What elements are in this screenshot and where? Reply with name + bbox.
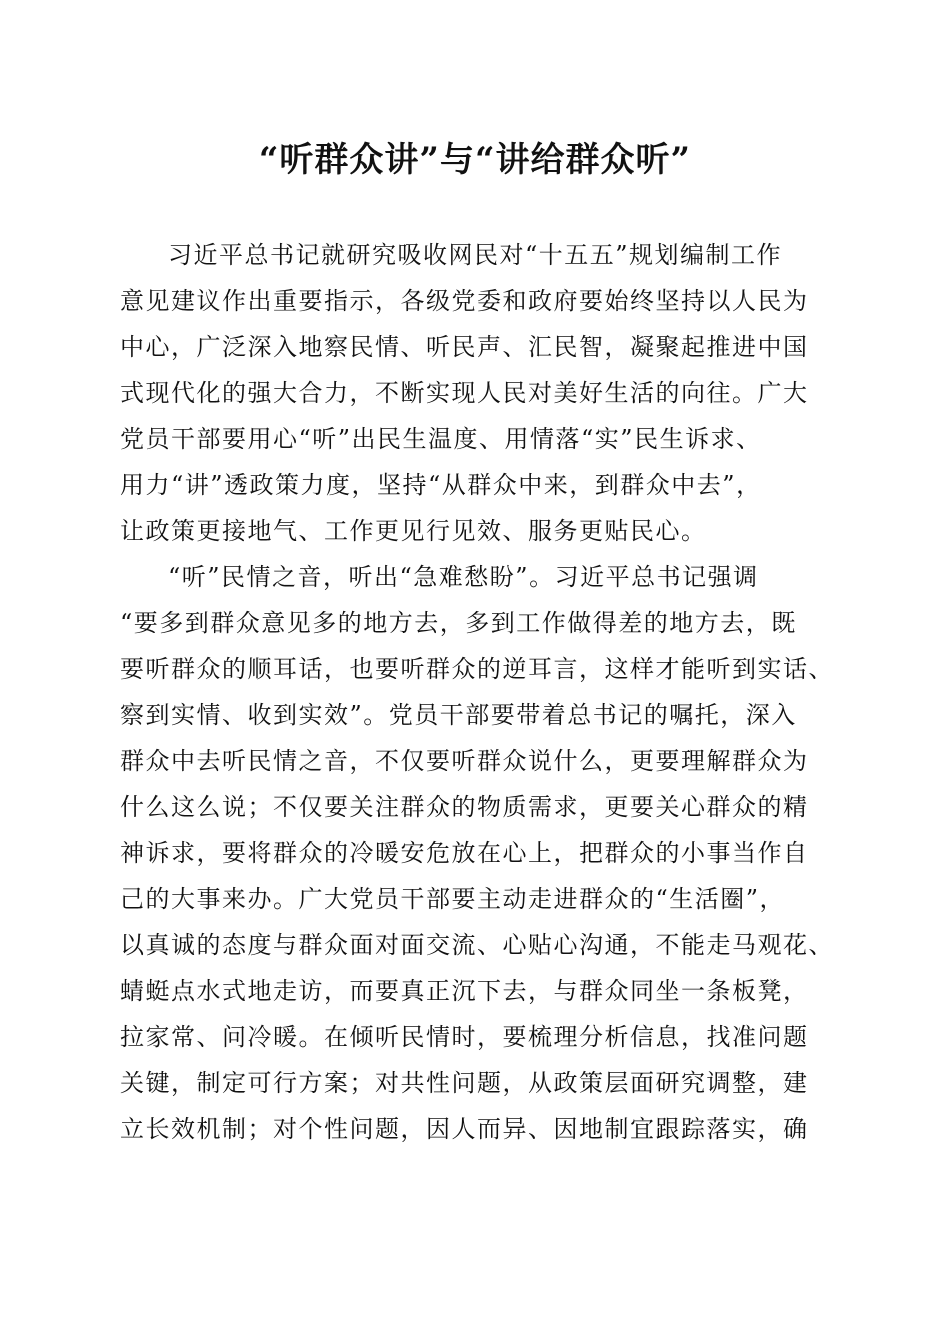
paragraph-1-line-4: 式现代化的强大合力，不断实现人民对美好生活的向往。广大 — [120, 379, 809, 407]
paragraph-2-line-7: 神诉求，要将群众的冷暖安危放在心上，把群众的小事当作自 — [120, 839, 809, 867]
paragraph-2-line-2: “要多到群众意见多的地方去，多到工作做得差的地方去，既 — [120, 609, 797, 637]
paragraph-1-line-3: 中心，广泛深入地察民情、听民声、汇民智，凝聚起推进中国 — [120, 333, 809, 361]
document-title: “听群众讲”与“讲给群众听” — [258, 140, 692, 180]
paragraph-2-line-12: 关键，制定可行方案；对共性问题，从政策层面研究调整，建 — [120, 1069, 809, 1097]
paragraph-2-line-5: 群众中去听民情之音，不仅要听群众说什么，更要理解群众为 — [120, 747, 809, 775]
paragraph-1-line-7: 让政策更接地气、工作更见行见效、服务更贴民心。 — [120, 517, 707, 545]
paragraph-2-line-4: 察到实情、收到实效”。党员干部要带着总书记的嘱托，深入 — [120, 701, 797, 729]
document-body — [120, 232, 840, 1152]
paragraph-1-line-6: 用力“讲”透政策力度，坚持“从群众中来，到群众中去”， — [120, 471, 762, 499]
paragraph-1-line-2: 意见建议作出重要指示，各级党委和政府要始终坚持以人民为 — [120, 287, 809, 315]
paragraph-2-line-3: 要听群众的顺耳话，也要听群众的逆耳言，这样才能听到实话、 — [120, 655, 834, 683]
paragraph-1-line-1: 习近平总书记就研究吸收网民对“十五五”规划编制工作 — [168, 241, 783, 269]
paragraph-2-line-8: 己的大事来办。广大党员干部要主动走进群众的“生活圈”， — [120, 885, 786, 913]
paragraph-2-line-6: 什么这么说；不仅要关注群众的物质需求，更要关心群众的精 — [120, 793, 809, 821]
paragraph-1-line-5: 党员干部要用心“听”出民生温度、用情落“实”民生诉求、 — [120, 425, 762, 453]
paragraph-2-line-9: 以真诚的态度与群众面对面交流、心贴心沟通，不能走马观花、 — [120, 931, 834, 959]
paragraph-2-line-13: 立长效机制；对个性问题，因人而异、因地制宜跟踪落实，确 — [120, 1115, 809, 1143]
paragraph-2-line-10: 蜻蜓点水式地走访，而要真正沉下去，与群众同坐一条板凳， — [120, 977, 809, 1005]
paragraph-2-line-11: 拉家常、问冷暖。在倾听民情时，要梳理分析信息，找准问题 — [120, 1023, 809, 1051]
paragraph-2-line-1: “听”民情之音，听出“急难愁盼”。习近平总书记强调 — [168, 563, 759, 591]
